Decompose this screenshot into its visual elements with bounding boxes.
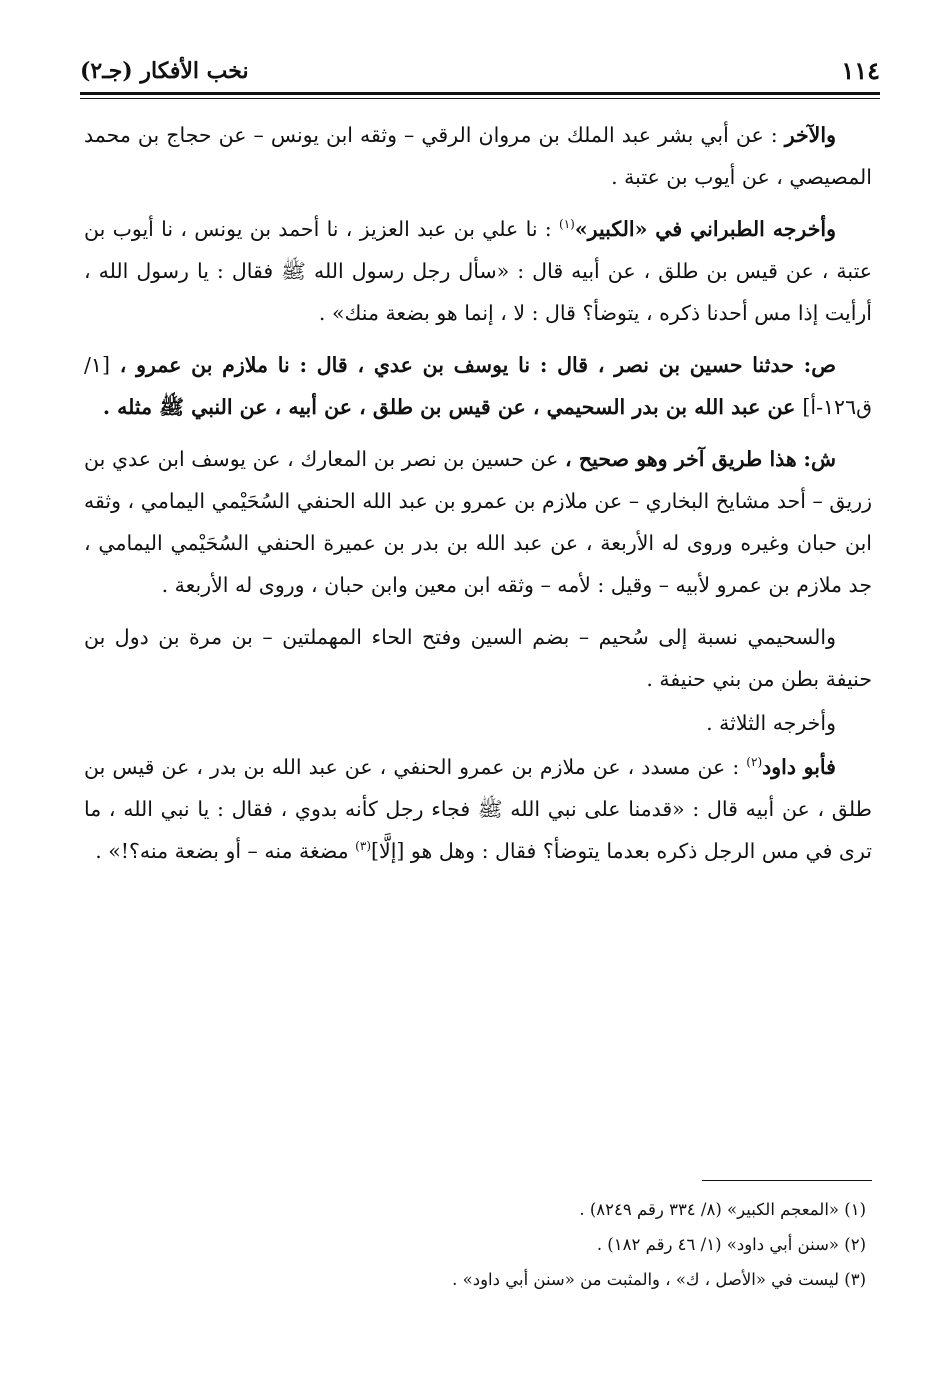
footnote-ref-1: (١): [559, 217, 575, 232]
paragraph-lead: وأخرجه الطبراني في «الكبير»: [574, 217, 836, 241]
paragraph-lead: فأبو داود: [762, 755, 836, 779]
paragraph-text: مضغة منه – أو بضعة منه؟!» .: [95, 839, 349, 863]
paragraph-7: [84, 746, 872, 872]
paragraph-text: عن عبد الله بن بدر السحيمي ، عن قيس بن طلق ، عن أبيه ، عن النبي ﷺ مثله .: [102, 395, 796, 419]
shin-marker: ش:: [803, 447, 836, 471]
paragraph-text: : عن أبي بشر عبد الملك بن مروان الرقي – وثقه ابن يونس – عن حجاج بن محمد المصيصي ، عن أيوب بن عتبة .: [84, 123, 872, 189]
footnote-separator: [702, 1180, 872, 1181]
sad-marker: ص:: [803, 353, 837, 377]
footnote-1: (١) «المعجم الكبير» (٨/ ٣٣٤ رقم ٨٢٤٩) .: [579, 1200, 866, 1219]
footnote-ref-2: (٢): [746, 755, 763, 770]
paragraph-3-matn: [84, 344, 872, 428]
page-number: ١١٤: [841, 56, 880, 85]
footnotes: [84, 1192, 874, 1297]
folio-reference: [١/ ق١٢٦-أ]: [84, 353, 872, 419]
header-rule-thick: [80, 92, 880, 95]
paragraph-1: [84, 114, 872, 198]
paragraph-text: والسحيمي نسبة إلى سُحيم – بضم السين وفتح الحاء المهملتين – بن مرة بن دول بن حنيفة بطن من بني حنيفة .: [84, 625, 872, 691]
paragraph-text: عن حسين بن نصر بن المعارك ، عن يوسف ابن عدي بن زريق – أحد مشايخ البخاري – عن ملازم بن عمرو بن عبد الله الحنفي السُحَيْمي اليمامي ، وثقه ابن حبان وغيره وروى له الأربعة ، عن عبد الله بن بدر بن عميرة الحنفي السُحَيْمي اليمامي ، جد ملازم بن عمرو لأبيه – وقيل : لأمه – وثقه ابن معين وابن حبان ، وروى له الأربعة .: [84, 447, 872, 597]
running-head: [80, 56, 880, 90]
paragraph-lead: هذا طريق آخر وهو صحيح ،: [565, 447, 797, 471]
paragraph-2: [84, 208, 872, 334]
bracketed-addition: [إلَّا]: [371, 839, 405, 863]
paragraph-5: [84, 616, 872, 700]
paragraph-text: حدثنا حسين بن نصر ، قال : نا يوسف بن عدي ، قال : نا ملازم بن عمرو ،: [119, 353, 794, 377]
footnote-ref-3: (٣): [355, 839, 371, 854]
paragraph-4-sharh: [84, 438, 872, 606]
paragraph-lead: والآخر: [784, 123, 836, 147]
main-text: [84, 114, 872, 882]
book-title: نخب الأفكار (جـ٢): [80, 58, 249, 84]
footnote-2: (٢) «سنن أبي داود» (١/ ٤٦ رقم ١٨٢) .: [596, 1235, 866, 1254]
paragraph-6: [84, 702, 872, 744]
header-rule-thin: [80, 98, 880, 99]
footnote-3: (٣) ليست في «الأصل ، ك» ، والمثبت من «سنن أبي داود» .: [452, 1270, 866, 1289]
paragraph-text: : عن مسدد ، عن ملازم بن عمرو الحنفي ، عن عبد الله بن بدر ، عن قيس بن طلق ، عن أبيه قال : «قدمنا على نبي الله ﷺ فجاء رجل كأنه بدوي ، فقال : يا نبي الله ، ما ترى في مس الرجل ذكره بعدما يتوضأ؟ فقال : وهل هو: [84, 755, 872, 863]
paragraph-text: وأخرجه الثلاثة .: [706, 711, 836, 735]
paragraph-text: : نا علي بن عبد العزيز ، نا أحمد بن يونس ، نا أيوب بن عتبة ، عن قيس بن طلق ، عن أبيه قال : «سأل رجل رسول الله ﷺ فقال : يا رسول الله ، أرأيت إذا مس أحدنا ذكره ، يتوضأ؟ قال : لا ، إنما هو بضعة منك» .: [84, 217, 872, 325]
